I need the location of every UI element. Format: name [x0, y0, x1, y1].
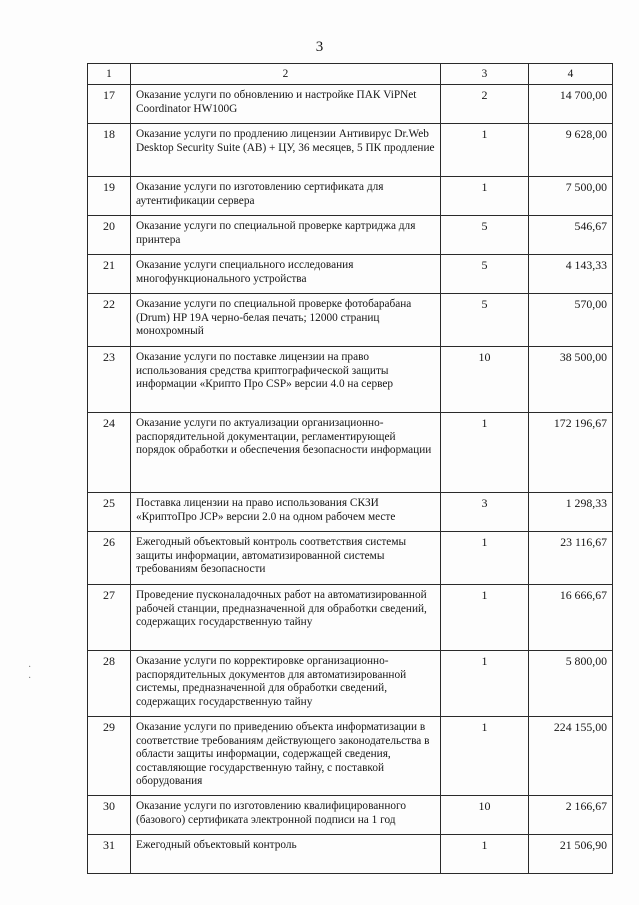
row-amount: 7 500,00 — [529, 177, 613, 216]
row-quantity: 5 — [441, 255, 529, 294]
row-quantity: 2 — [441, 85, 529, 124]
row-description: Оказание услуги специального исследования многофункционального устройства — [131, 255, 441, 294]
row-description: Оказание услуги по продлению лицензии Антивирус Dr.Web Desktop Security Suite (АВ) + ЦУ, 36 месяцев, 5 ПК продление — [131, 124, 441, 177]
row-number: 30 — [88, 796, 131, 835]
row-number: 31 — [88, 835, 131, 874]
row-number: 26 — [88, 532, 131, 585]
row-description: Оказание услуги по приведению объекта информатизации в соответствие требованиям действующего законодательства в области защиты информации, содержащей сведения, составляющие государственную тайну, с поставкой оборудования — [131, 717, 441, 796]
row-quantity: 10 — [441, 796, 529, 835]
table-row — [88, 585, 613, 651]
row-quantity: 1 — [441, 413, 529, 493]
row-quantity: 1 — [441, 532, 529, 585]
row-amount: 4 143,33 — [529, 255, 613, 294]
table-row — [88, 717, 613, 796]
row-number: 17 — [88, 85, 131, 124]
row-quantity: 5 — [441, 216, 529, 255]
row-description: Проведение пусконаладочных работ на автоматизированной рабочей станции, предназначенной для обработки сведений, содержащих государственную тайну — [131, 585, 441, 651]
row-quantity: 1 — [441, 651, 529, 717]
row-quantity: 1 — [441, 585, 529, 651]
row-quantity: 1 — [441, 717, 529, 796]
row-number: 22 — [88, 294, 131, 347]
row-number: 23 — [88, 347, 131, 413]
table-row — [88, 651, 613, 717]
table-row — [88, 835, 613, 874]
row-amount: 570,00 — [529, 294, 613, 347]
row-amount: 546,67 — [529, 216, 613, 255]
row-number: 20 — [88, 216, 131, 255]
row-number: 21 — [88, 255, 131, 294]
row-amount: 38 500,00 — [529, 347, 613, 413]
row-quantity: 5 — [441, 294, 529, 347]
services-table — [87, 63, 613, 874]
row-description: Оказание услуги по специальной проверке картриджа для принтера — [131, 216, 441, 255]
header-col-4: 4 — [529, 64, 613, 85]
row-quantity: 1 — [441, 177, 529, 216]
row-number: 18 — [88, 124, 131, 177]
row-amount: 5 800,00 — [529, 651, 613, 717]
row-number: 29 — [88, 717, 131, 796]
row-number: 25 — [88, 493, 131, 532]
row-amount: 1 298,33 — [529, 493, 613, 532]
row-description: Оказание услуги по поставке лицензии на право использования средства криптографической защиты информации «Крипто Про CSP» версии 4.0 на сервер — [131, 347, 441, 413]
table-row — [88, 124, 613, 177]
table-row — [88, 532, 613, 585]
row-number: 28 — [88, 651, 131, 717]
row-amount: 224 155,00 — [529, 717, 613, 796]
row-quantity: 10 — [441, 347, 529, 413]
header-col-1: 1 — [88, 64, 131, 85]
row-quantity: 1 — [441, 124, 529, 177]
row-quantity: 3 — [441, 493, 529, 532]
row-amount: 172 196,67 — [529, 413, 613, 493]
table-row — [88, 347, 613, 413]
table-row — [88, 796, 613, 835]
table-row — [88, 493, 613, 532]
row-number: 19 — [88, 177, 131, 216]
header-col-3: 3 — [441, 64, 529, 85]
scan-specks: · · — [28, 662, 46, 684]
row-description: Оказание услуги по изготовлению сертификата для аутентификации сервера — [131, 177, 441, 216]
row-description: Поставка лицензии на право использования СКЗИ «КриптоПро JCP» версии 2.0 на одном рабочем месте — [131, 493, 441, 532]
row-description: Ежегодный объектовый контроль — [131, 835, 441, 874]
header-col-2: 2 — [131, 64, 441, 85]
row-amount: 21 506,90 — [529, 835, 613, 874]
row-description: Оказание услуги по специальной проверке фотобарабана (Drum) HP 19A черно-белая печать; 12000 страниц монохромный — [131, 294, 441, 347]
row-quantity: 1 — [441, 835, 529, 874]
table-row — [88, 85, 613, 124]
row-amount: 16 666,67 — [529, 585, 613, 651]
row-description: Оказание услуги по корректировке организационно-распорядительных документов для автоматизированной системы, предназначенной для обработки сведений, содержащих государственную тайну — [131, 651, 441, 717]
row-number: 24 — [88, 413, 131, 493]
table-header-row — [88, 64, 613, 85]
row-amount: 9 628,00 — [529, 124, 613, 177]
row-number: 27 — [88, 585, 131, 651]
row-amount: 2 166,67 — [529, 796, 613, 835]
row-amount: 14 700,00 — [529, 85, 613, 124]
table-row — [88, 413, 613, 493]
table-row — [88, 255, 613, 294]
row-description: Ежегодный объектовый контроль соответствия системы защиты информации, автоматизированной системы требованиям безопасности — [131, 532, 441, 585]
table-row — [88, 216, 613, 255]
row-amount: 23 116,67 — [529, 532, 613, 585]
page-number: 3 — [315, 39, 324, 55]
row-description: Оказание услуги по актуализации организационно-распорядительной документации, регламентирующей порядок обработки и обеспечения безопасности информации — [131, 413, 441, 493]
row-description: Оказание услуги по изготовлению квалифицированного (базового) сертификата электронной подписи на 1 год — [131, 796, 441, 835]
row-description: Оказание услуги по обновлению и настройке ПАК ViPNet Coordinator HW100G — [131, 85, 441, 124]
table-row — [88, 294, 613, 347]
table-row — [88, 177, 613, 216]
